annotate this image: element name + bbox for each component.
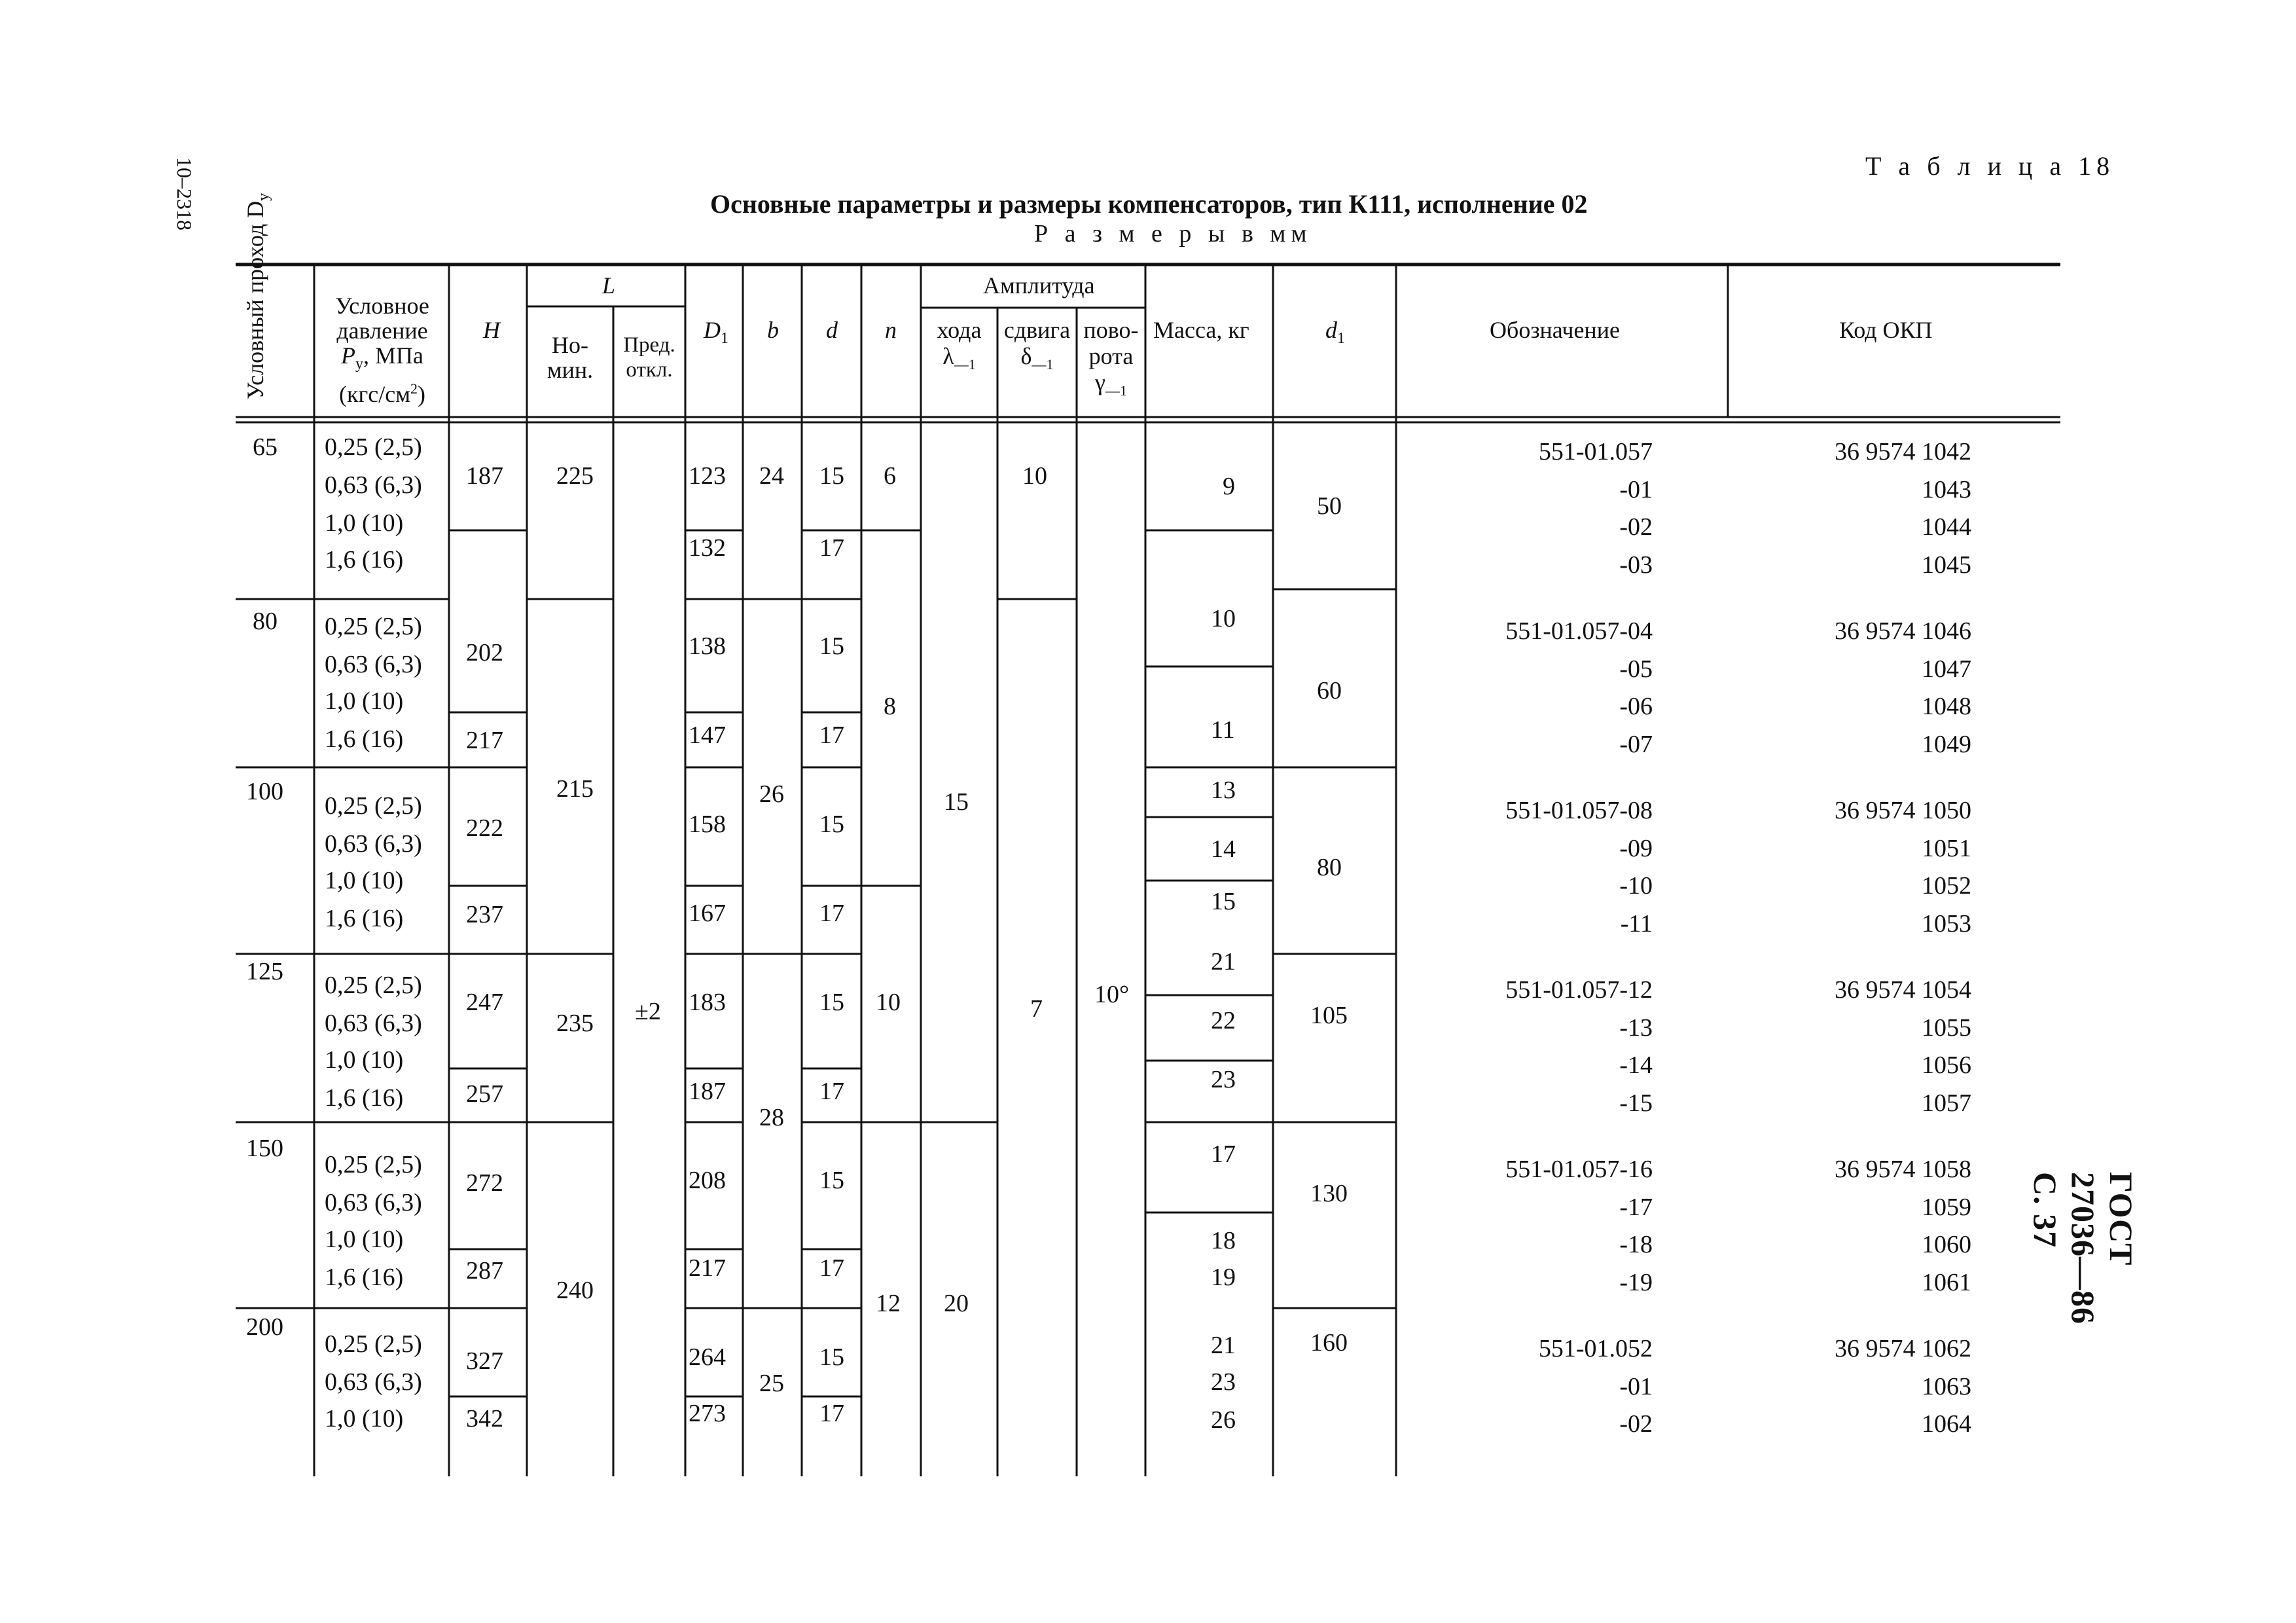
- cell-l-nominal: 225: [556, 462, 594, 490]
- header-designation: Обозначение: [1490, 317, 1620, 343]
- cell-shift: 7: [1030, 995, 1043, 1023]
- cell-b: 28: [759, 1104, 784, 1131]
- cell-d1-small: 105: [1310, 1002, 1348, 1029]
- cell-okp: 36 9574 1054: [1835, 976, 1971, 1004]
- cell-h: 237: [466, 901, 503, 928]
- cell-rotation: 10°: [1094, 981, 1130, 1008]
- cell-d1: 217: [689, 1254, 726, 1282]
- cell-n: 6: [884, 462, 896, 490]
- header-l: L: [602, 272, 616, 299]
- cell-designation: -05: [1619, 655, 1653, 683]
- cell-d1-small: 50: [1317, 492, 1342, 520]
- cell-designation: -19: [1619, 1268, 1653, 1296]
- cell-designation: 551-01.057-12: [1505, 976, 1653, 1004]
- cell-d1: 273: [689, 1400, 726, 1427]
- cell-designation: -07: [1619, 730, 1653, 758]
- margin-standard-reference: ГОСТ 27036—86 С. 37: [2027, 1172, 2140, 1324]
- cell-nominal-bore: 80: [253, 608, 278, 635]
- cell-d: 17: [819, 1078, 844, 1105]
- cell-okp: 1063: [1922, 1372, 1971, 1400]
- header-d: d: [826, 317, 838, 343]
- cell-d1-small: 160: [1310, 1329, 1348, 1357]
- cell-mass: 21: [1211, 1332, 1236, 1359]
- cell-d: 15: [819, 632, 844, 660]
- cell-l-deviation: ±2: [635, 998, 661, 1025]
- cell-d1: 138: [689, 632, 726, 660]
- cell-d: 17: [819, 1254, 844, 1282]
- margin-page-code: 10–2318: [173, 157, 196, 230]
- cell-pressure: 1,6 (16): [325, 725, 404, 753]
- cell-h: 217: [466, 727, 503, 754]
- cell-mass: 22: [1211, 1007, 1236, 1034]
- cell-pressure: 0,25 (2,5): [325, 1151, 422, 1178]
- header-n: n: [885, 317, 897, 343]
- cell-b: 24: [759, 462, 784, 490]
- cell-shift: 10: [1022, 462, 1047, 490]
- header-h: H: [483, 317, 500, 343]
- cell-pressure: 0,25 (2,5): [325, 433, 422, 461]
- cell-designation: -14: [1619, 1051, 1653, 1079]
- cell-d1: 167: [689, 900, 726, 927]
- cell-designation: -10: [1619, 872, 1653, 900]
- cell-l-nominal: 215: [556, 775, 594, 803]
- cell-mass: 9: [1223, 473, 1235, 500]
- cell-okp: 1053: [1922, 909, 1971, 938]
- cell-h: 187: [466, 462, 503, 490]
- cell-d1: 132: [689, 534, 726, 562]
- cell-d1: 123: [689, 462, 726, 490]
- cell-pressure: 0,63 (6,3): [325, 1189, 422, 1216]
- cell-h: 202: [466, 639, 503, 666]
- cell-h: 342: [466, 1405, 503, 1432]
- cell-designation: 551-01.057-04: [1505, 617, 1653, 645]
- cell-okp: 1049: [1922, 730, 1971, 758]
- cell-n: 8: [884, 693, 896, 720]
- cell-designation: -18: [1619, 1231, 1653, 1258]
- cell-h: 287: [466, 1257, 503, 1285]
- cell-mass: 14: [1211, 835, 1236, 863]
- cell-okp: 1064: [1922, 1410, 1971, 1438]
- cell-okp: 1061: [1922, 1268, 1971, 1296]
- cell-pressure: 0,63 (6,3): [325, 471, 422, 499]
- cell-designation: 551-01.057-16: [1505, 1156, 1653, 1183]
- table-subtitle: Р а з м е р ы в мм: [1034, 220, 1312, 247]
- cell-l-nominal: 235: [556, 1010, 594, 1037]
- cell-pressure: 0,63 (6,3): [325, 651, 422, 678]
- table-title: Основные параметры и размеры компенсаторов, тип К111, исполнение 02: [710, 189, 1588, 219]
- cell-l-nominal: 240: [556, 1277, 594, 1304]
- cell-mass: 23: [1211, 1066, 1236, 1093]
- cell-okp: 1047: [1922, 655, 1971, 683]
- header-okp-code: Код ОКП: [1839, 317, 1933, 343]
- cell-d1: 187: [689, 1078, 726, 1105]
- cell-pressure: 1,0 (10): [325, 867, 404, 894]
- cell-d: 17: [819, 721, 844, 749]
- cell-pressure: 0,25 (2,5): [325, 613, 422, 640]
- cell-d: 15: [819, 462, 844, 490]
- cell-mass: 11: [1211, 716, 1235, 744]
- okp-column: [1734, 433, 1971, 1444]
- cell-okp: 36 9574 1062: [1835, 1335, 1971, 1362]
- designation-column: [1401, 433, 1653, 1444]
- cell-mass: 26: [1211, 1406, 1236, 1434]
- cell-designation: 551-01.057-08: [1505, 797, 1653, 824]
- cell-nominal-bore: 65: [253, 433, 278, 461]
- header-stroke: хода $\lambda_{—1}$: [937, 317, 982, 373]
- cell-n: 10: [876, 989, 901, 1016]
- cell-d: 15: [819, 989, 844, 1016]
- cell-pressure: 0,63 (6,3): [325, 1368, 422, 1396]
- cell-d: 17: [819, 900, 844, 927]
- cell-okp: 36 9574 1046: [1835, 617, 1971, 645]
- cell-okp: 1056: [1922, 1051, 1971, 1079]
- cell-designation: -03: [1619, 551, 1653, 579]
- cell-okp: 1045: [1922, 551, 1971, 579]
- cell-d1: 158: [689, 811, 726, 838]
- cell-mass: 18: [1211, 1227, 1236, 1254]
- header-shift: сдвига $\delta_{—1}$: [1003, 317, 1071, 373]
- cell-pressure: 1,0 (10): [325, 687, 404, 715]
- cell-pressure: 1,6 (16): [325, 1264, 404, 1291]
- cell-mass: 15: [1211, 888, 1236, 915]
- header-amplitude: Амплитуда: [983, 272, 1095, 299]
- cell-d1: 147: [689, 721, 726, 749]
- cell-designation: -15: [1619, 1089, 1653, 1117]
- cell-d1-small: 130: [1310, 1180, 1348, 1207]
- cell-designation: -09: [1619, 834, 1653, 862]
- cell-nominal-bore: 200: [246, 1313, 283, 1341]
- cell-okp: 1055: [1922, 1013, 1971, 1042]
- cell-h: 327: [466, 1347, 503, 1375]
- cell-pressure: 0,63 (6,3): [325, 830, 422, 858]
- cell-nominal-bore: 100: [246, 778, 283, 805]
- cell-okp: 36 9574 1042: [1835, 438, 1971, 465]
- cell-h: 247: [466, 989, 503, 1016]
- header-d1-small: $d_1$: [1325, 317, 1345, 348]
- cell-okp: 36 9574 1058: [1835, 1156, 1971, 1183]
- cell-designation: -02: [1619, 513, 1653, 541]
- cell-h: 257: [466, 1080, 503, 1108]
- cell-okp: 1048: [1922, 693, 1971, 720]
- cell-mass: 10: [1211, 605, 1236, 632]
- cell-b: 25: [759, 1370, 784, 1397]
- cell-mass: 23: [1211, 1368, 1236, 1396]
- cell-d: 15: [819, 1167, 844, 1194]
- cell-nominal-bore: 150: [246, 1135, 283, 1162]
- cell-d: 17: [819, 1400, 844, 1427]
- cell-pressure: 1,0 (10): [325, 1046, 404, 1074]
- cell-mass: 17: [1211, 1140, 1236, 1168]
- cell-pressure: 1,0 (10): [325, 1405, 404, 1432]
- cell-okp: 1057: [1922, 1089, 1971, 1117]
- cell-d: 17: [819, 534, 844, 562]
- cell-designation: -11: [1620, 909, 1653, 938]
- header-nominal-bore: Условный проход $D_y$: [242, 192, 273, 399]
- cell-okp: 1060: [1922, 1231, 1971, 1258]
- header-rotation: пово- рота $\gamma_{—1}$: [1083, 317, 1139, 399]
- cell-pressure: 1,6 (16): [325, 1084, 404, 1112]
- cell-d1: 264: [689, 1343, 726, 1371]
- cell-designation: 551-01.052: [1538, 1335, 1653, 1362]
- cell-h: 222: [466, 814, 503, 842]
- cell-designation: -01: [1619, 1372, 1653, 1400]
- cell-designation: -02: [1619, 1410, 1653, 1438]
- cell-mass: 21: [1211, 948, 1236, 976]
- cell-d1: 208: [689, 1167, 726, 1194]
- header-mass: Масса, кг: [1153, 317, 1249, 343]
- cell-designation: -17: [1619, 1193, 1653, 1221]
- cell-b: 26: [759, 780, 784, 808]
- cell-pressure: 0,25 (2,5): [325, 972, 422, 999]
- cell-pressure: 1,0 (10): [325, 1226, 404, 1253]
- cell-n: 12: [876, 1290, 901, 1317]
- cell-d: 15: [819, 811, 844, 838]
- cell-okp: 1043: [1922, 475, 1971, 503]
- cell-d1-small: 80: [1317, 854, 1342, 881]
- cell-h: 272: [466, 1169, 503, 1197]
- cell-designation: -13: [1619, 1013, 1653, 1042]
- cell-designation: 551-01.057: [1538, 438, 1653, 465]
- cell-pressure: 0,25 (2,5): [325, 792, 422, 820]
- header-l-nominal: Но- мин.: [547, 332, 594, 383]
- cell-designation: -01: [1619, 475, 1653, 503]
- table-number: Т а б л и ц а 18: [1865, 151, 2115, 181]
- cell-pressure: 1,6 (16): [325, 546, 404, 574]
- header-b: b: [767, 317, 779, 343]
- cell-d: 15: [819, 1343, 844, 1371]
- cell-mass: 13: [1211, 776, 1236, 804]
- cell-d1-small: 60: [1317, 677, 1342, 704]
- cell-stroke: 20: [944, 1290, 969, 1317]
- cell-nominal-bore: 125: [246, 958, 283, 985]
- header-l-deviation: Пред. откл.: [623, 333, 675, 382]
- cell-okp: 1059: [1922, 1193, 1971, 1221]
- header-nominal-pressure: Условное давление $P_y$, МПа $(кгс/см^2)$: [335, 293, 429, 408]
- cell-okp: 1044: [1922, 513, 1971, 541]
- cell-d1: 183: [689, 989, 726, 1016]
- cell-stroke: 15: [944, 788, 969, 816]
- cell-okp: 1052: [1922, 872, 1971, 900]
- cell-mass: 19: [1211, 1264, 1236, 1291]
- cell-pressure: 0,63 (6,3): [325, 1010, 422, 1037]
- cell-pressure: 0,25 (2,5): [325, 1330, 422, 1358]
- cell-designation: -06: [1619, 693, 1653, 720]
- cell-okp: 36 9574 1050: [1835, 797, 1971, 824]
- header-d1-large: $D_1$: [704, 317, 728, 348]
- cell-pressure: 1,6 (16): [325, 905, 404, 932]
- cell-pressure: 1,0 (10): [325, 509, 404, 537]
- cell-okp: 1051: [1922, 834, 1971, 862]
